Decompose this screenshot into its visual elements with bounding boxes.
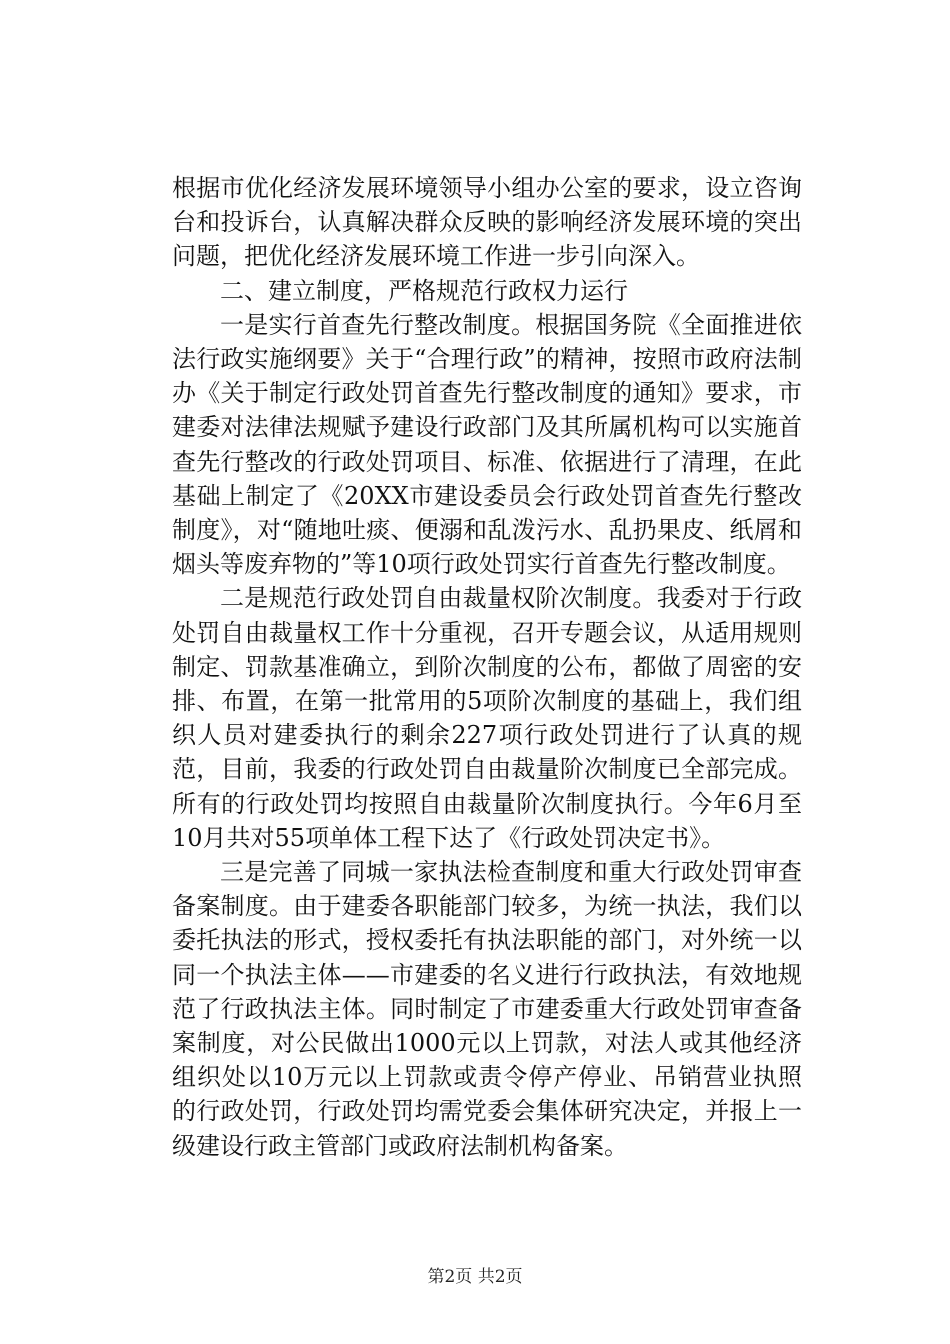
section-heading: 二、建立制度，严格规范行政权力运行: [220, 276, 628, 305]
body-text: [172, 171, 802, 1163]
paragraph-third-measure: 三是完善了同城一家执法检查制度和重大行政处罚审查备案制度。由于建委各职能部门较多，为统一执法，我们以委托执法的形式，授权委托有执法职能的部门，对外统一以同一个执法主体——市建委的名义进行行政执法，有效地规范了行政执法主体。同时制定了市建委重大行政处罚审查备案制度，对公民做出1000元以上罚款，对法人或其他经济组织处以10万元以上罚款或责令停产停业、吊销营业执照的行政处罚，行政处罚均需党委会集体研究决定，并报上一级建设行政主管部门或政府法制机构备案。: [172, 858, 802, 1160]
paragraph-second-measure: 二是规范行政处罚自由裁量权阶次制度。我委对于行政处罚自由裁量权工作十分重视，召开专题会议，从适用规则制定、罚款基准确立，到阶次制度的公布，都做了周密的安排、布置，在第一批常用的5项阶次制度的基础上，我们组织人员对建委执行的剩余227项行政处罚进行了认真的规范，目前，我委的行政处罚自由裁量阶次制度已全部完成。所有的行政处罚均按照自由裁量阶次制度执行。今年6月至10月共对55项单体工程下达了《行政处罚决定书》。: [172, 584, 802, 852]
paragraph-first-measure: 一是实行首查先行整改制度。根据国务院《全面推进依法行政实施纲要》关于“合理行政”的精神，按照市政府法制办《关于制定行政处罚首查先行整改制度的通知》要求，市建委对法律法规赋予建设行政部门及其所属机构可以实施首查先行整改的行政处罚项目、标准、依据进行了清理，在此基础上制定了《20XX市建设委员会行政处罚首查先行整改制度》，对“随地吐痰、便溺和乱泼污水、乱扔果皮、纸屑和烟头等废弃物的”等10项行政处罚实行首查先行整改制度。: [172, 310, 802, 579]
page-footer: 第2页 共2页: [427, 1267, 523, 1287]
paragraph-continuation: 根据市优化经济发展环境领导小组办公室的要求，设立咨询台和投诉台，认真解决群众反映的影响经济发展环境的突出问题，把优化经济发展环境工作进一步引向深入。: [172, 174, 802, 271]
